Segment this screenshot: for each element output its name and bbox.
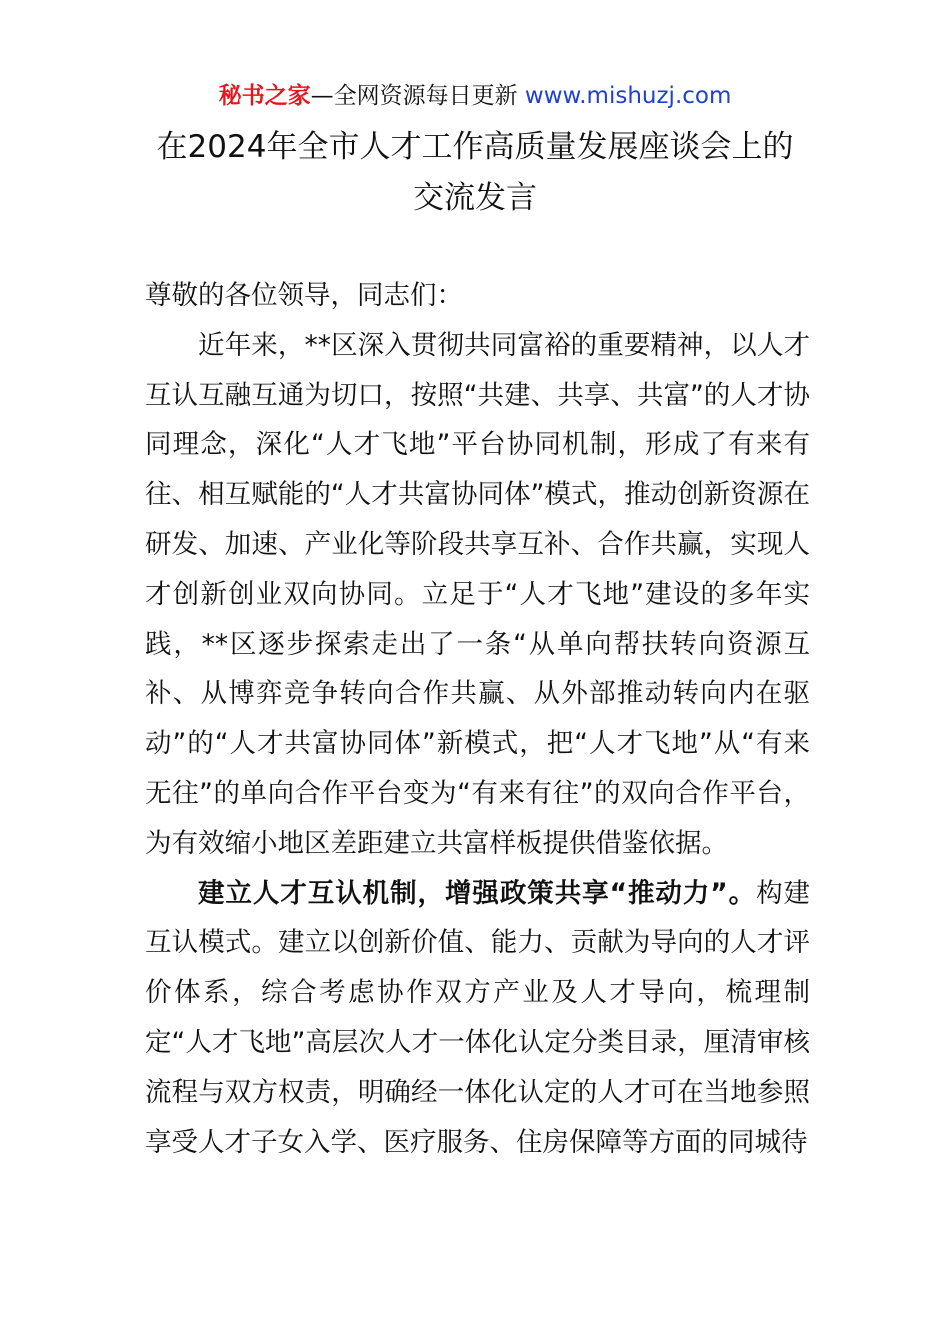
paragraph-2-body: 构建互认模式。建立以创新价值、能力、贡献为导向的人才评价体系，综合考虑协作双方产业及人才导向，梳理制定“人才飞地”高层次人才一体化认定分类目录，厘清审核流程与双方权责，明确经一体化认定的人才可在当地参照享受人才子女入学、医疗服务、住房保障等方面的同城待	[145, 877, 811, 1158]
document-title-line-1: 在2024年全市人才工作高质量发展座谈会上的	[156, 129, 794, 165]
salutation: 尊敬的各位领导，同志们：	[145, 280, 463, 311]
document-title	[100, 122, 850, 224]
paragraph-2-lead: 建立人才互认机制，增强政策共享“推动力”。	[198, 877, 757, 909]
site-url-link[interactable]: www.mishuzj.com	[524, 83, 732, 109]
document-title-line-2: 交流发言	[413, 180, 537, 216]
paragraph-2	[145, 869, 810, 1168]
site-tagline: —全网资源每日更新	[310, 83, 525, 109]
document-body	[145, 271, 810, 1167]
site-header	[0, 80, 950, 112]
paragraph-1: 近年来，**区深入贯彻共同富裕的重要精神，以人才互认互融互通为切口，按照“共建、共享、共富”的人才协同理念，深化“人才飞地”平台协同机制，形成了有来有往、相互赋能的“人才共富协同体”模式，推动创新资源在研发、加速、产业化等阶段共享互补、合作共赢，实现人才创新创业双向协同。立足于“人才飞地”建设的多年实践，**区逐步探索走出了一条“从单向帮扶转向资源互补、从博弈竞争转向合作共赢、从外部推动转向内在驱动”的“人才共富协同体”新模式，把“人才飞地”从“有来无往”的单向合作平台变为“有来有往”的双向合作平台，为有效缩小地区差距建立共富样板提供借鉴依据。	[145, 329, 810, 859]
site-brand: 秘书之家	[218, 83, 311, 109]
